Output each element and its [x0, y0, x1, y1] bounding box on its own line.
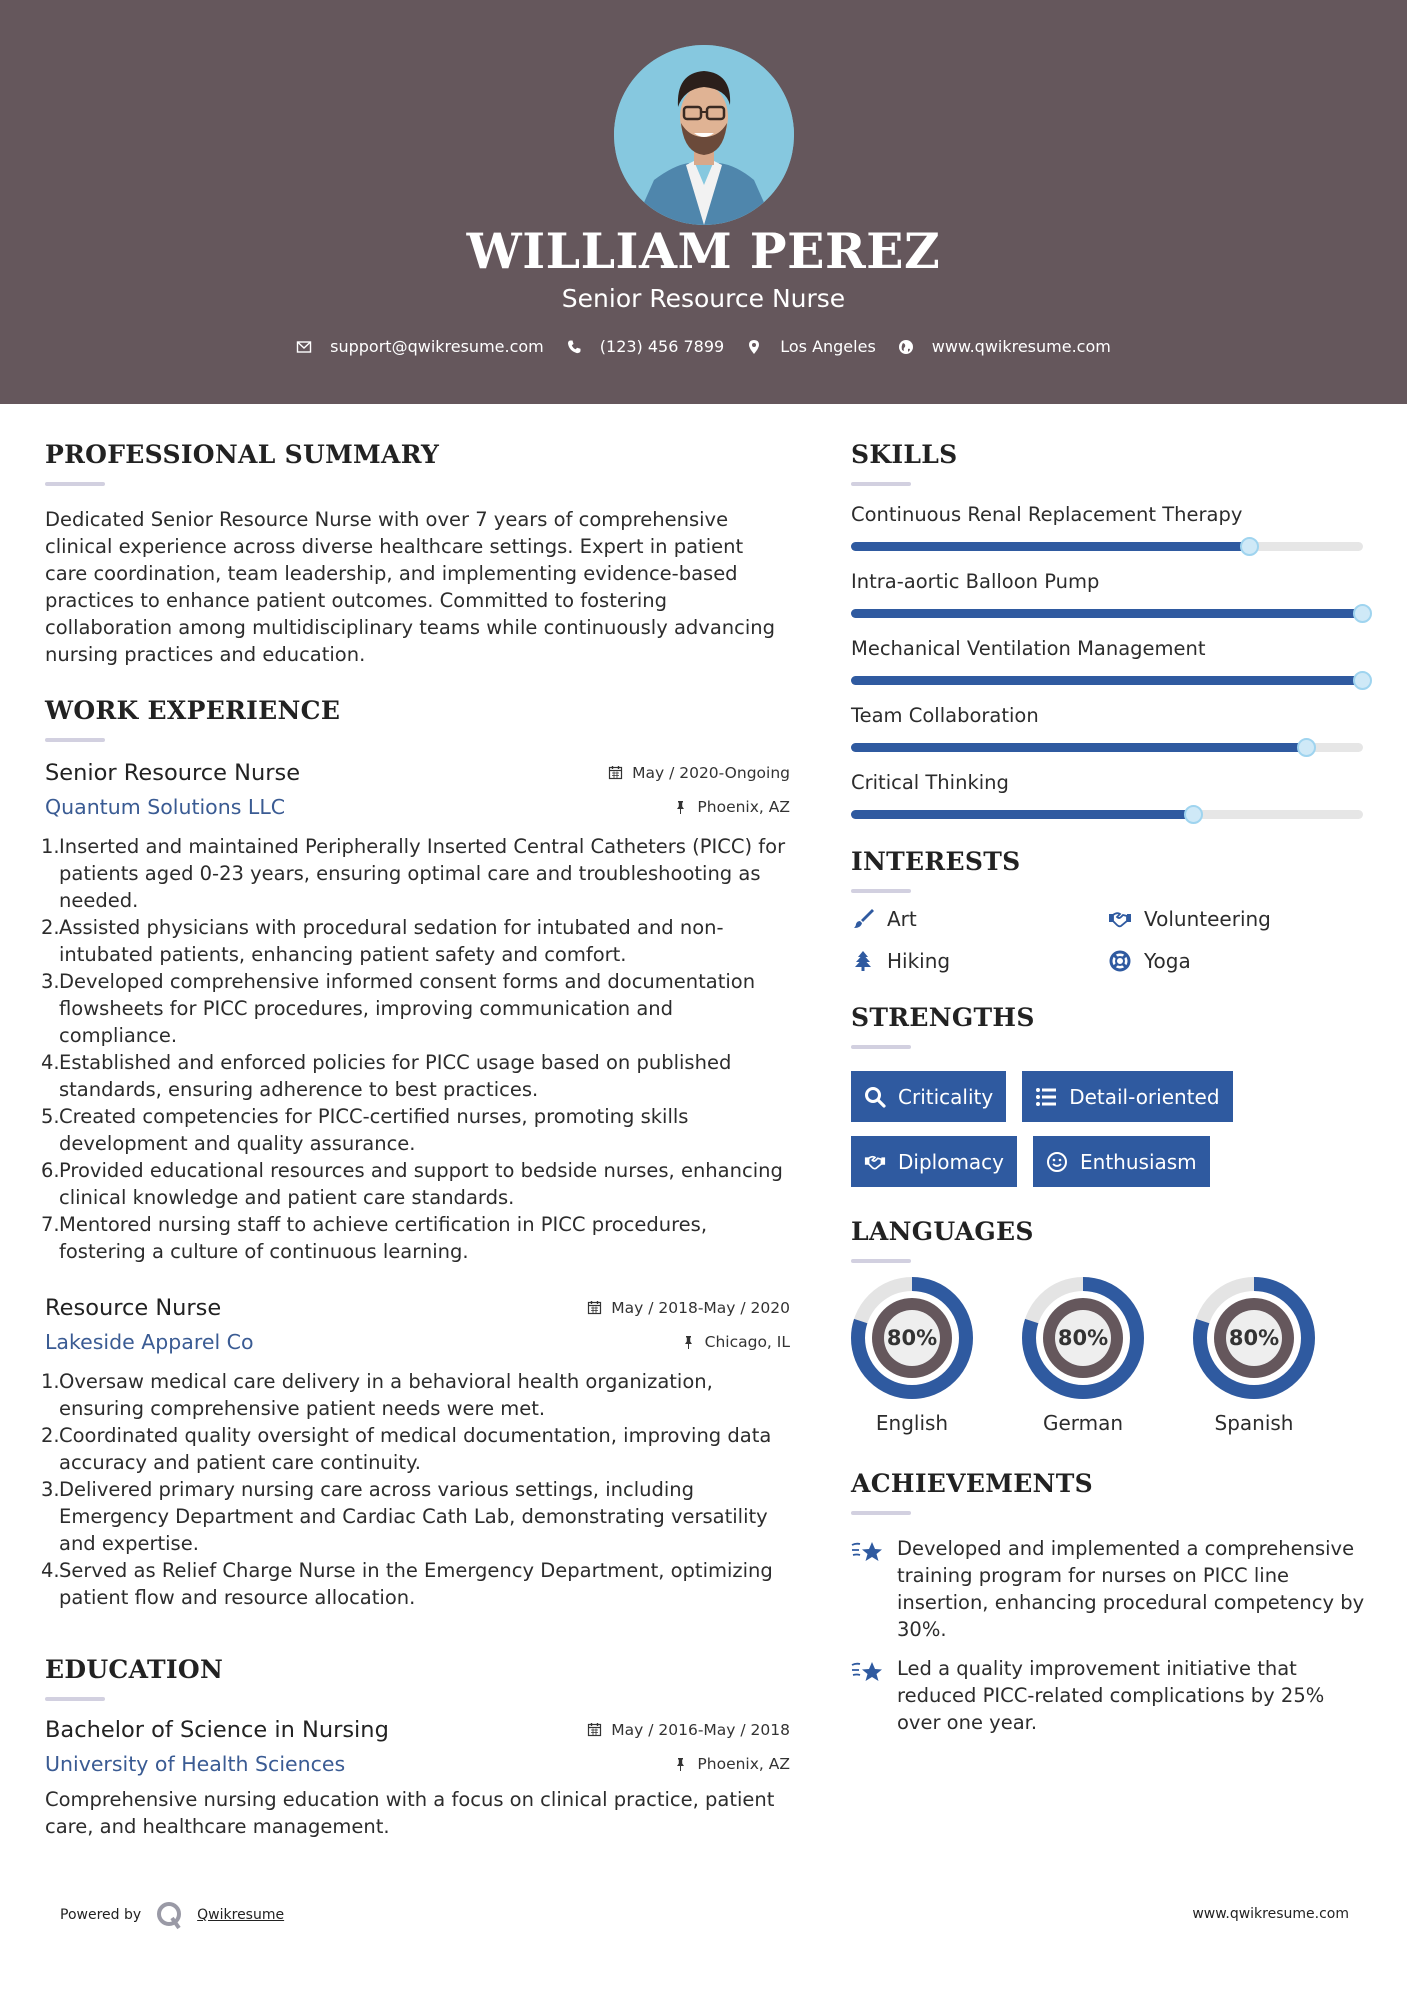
job-bullets — [41, 833, 790, 1265]
contact-website[interactable] — [898, 337, 1111, 356]
job-entry — [41, 760, 790, 1265]
skill-bar — [851, 609, 1363, 618]
language-name: German — [1042, 1411, 1124, 1435]
education-description: Comprehensive nursing education with a focus on clinical practice, patient care, and healthcare management. — [45, 1788, 775, 1838]
skill-knob — [1297, 738, 1316, 757]
skill-item — [851, 703, 1366, 752]
section-divider — [851, 1511, 911, 1515]
language-donut — [851, 1277, 973, 1399]
skill-bar — [851, 810, 1363, 819]
calendar-icon — [587, 1300, 602, 1315]
section-heading: SKILLS — [851, 440, 958, 469]
interest-item: Hiking — [851, 949, 1108, 973]
thumbtack-icon — [681, 1335, 696, 1350]
language-item — [1022, 1277, 1144, 1435]
left-column — [41, 440, 790, 1858]
skill-item — [851, 569, 1366, 618]
list-item: 2. Coordinated quality oversight of medical documentation, improving data accuracy and patient care continuity. — [41, 1424, 772, 1474]
education-entry — [45, 1717, 790, 1840]
job-title: Senior Resource Nurse — [45, 760, 301, 786]
smile-icon — [1046, 1151, 1068, 1173]
skill-knob — [1353, 604, 1372, 623]
resume-header — [0, 0, 1407, 404]
contact-email-text: support@qwikresume.com — [330, 337, 544, 356]
degree-title: Bachelor of Science in Nursing — [45, 1717, 389, 1743]
envelope-icon — [296, 339, 312, 355]
language-item — [851, 1277, 973, 1435]
language-donut — [1022, 1277, 1144, 1399]
contact-email[interactable] — [296, 337, 544, 356]
job-date: May / 2018-May / 2020 — [587, 1299, 790, 1317]
shooting-star-icon — [851, 1537, 887, 1567]
contact-phone[interactable] — [566, 337, 724, 356]
language-percent: 80% — [886, 1326, 938, 1350]
languages-section — [851, 1217, 1366, 1435]
candidate-name: WILLIAM PEREZ — [466, 222, 941, 280]
education-section — [45, 1655, 790, 1840]
summary-text: Dedicated Senior Resource Nurse with over 7 years of comprehensive clinical experience across diverse healthcare settings. Expert in patient care coordination, team leadership, and implementing evidence-based practices to enhance patient outcomes. Committed to fostering collaboration among multidisciplinary teams while continuously advancing nursing practices and education. — [45, 508, 776, 666]
strength-tag: Enthusiasm — [1033, 1136, 1210, 1187]
skill-bar — [851, 743, 1363, 752]
language-item — [1193, 1277, 1315, 1435]
strengths-section — [851, 1003, 1366, 1187]
skill-label: Mechanical Ventilation Management — [851, 637, 1206, 660]
interest-item: Art — [851, 907, 1108, 931]
skill-label: Intra-aortic Balloon Pump — [851, 570, 1100, 593]
candidate-title: Senior Resource Nurse — [561, 284, 846, 313]
job-location: Phoenix, AZ — [673, 798, 790, 816]
list-item: 4. Established and enforced policies for PICC usage based on published standards, ensuring adherence to best practices. — [41, 1051, 732, 1101]
list-item: 1. Oversaw medical care delivery in a behavioral health organization, ensuring comprehensive patient needs were met. — [41, 1370, 713, 1420]
section-divider — [45, 738, 105, 742]
contact-phone-text: (123) 456 7899 — [599, 337, 725, 356]
list-item: 4. Served as Relief Charge Nurse in the Emergency Department, optimizing patient flow and resource allocation. — [41, 1559, 773, 1609]
search-icon — [864, 1086, 886, 1108]
job-date: May / 2020-Ongoing — [608, 764, 790, 782]
skill-item — [851, 502, 1366, 551]
achievement-item — [851, 1655, 1366, 1736]
skill-item — [851, 636, 1366, 685]
summary-section — [45, 440, 790, 668]
contact-website-text: www.qwikresume.com — [931, 337, 1111, 356]
contact-bar — [0, 337, 1407, 356]
list-item: 2. Assisted physicians with procedural sedation for intubated and non-intubated patients, enhancing patient safety and comfort. — [41, 916, 724, 966]
life-ring-icon — [1108, 950, 1132, 972]
section-heading: PROFESSIONAL SUMMARY — [45, 440, 440, 469]
achievement-text: Led a quality improvement initiative that reduced PICC-related complications by 25% over one year. — [897, 1657, 1325, 1734]
profile-photo — [614, 45, 794, 225]
section-heading: STRENGTHS — [851, 1003, 1035, 1032]
section-divider — [851, 1045, 911, 1049]
qwikresume-logo-icon — [155, 1900, 185, 1930]
section-heading: EDUCATION — [45, 1655, 224, 1684]
strength-tag: Criticality — [851, 1071, 1006, 1122]
interests-section — [851, 847, 1366, 973]
handshake-icon — [864, 1151, 886, 1173]
language-percent: 80% — [1228, 1326, 1280, 1350]
section-divider — [851, 482, 911, 486]
language-name: English — [875, 1411, 949, 1435]
contact-location — [746, 337, 876, 356]
skill-knob — [1353, 671, 1372, 690]
section-divider — [851, 889, 911, 893]
skill-label: Continuous Renal Replacement Therapy — [851, 503, 1243, 526]
skill-item — [851, 770, 1366, 819]
skills-section — [851, 440, 1366, 819]
job-title: Resource Nurse — [45, 1295, 222, 1321]
list-icon — [1035, 1086, 1057, 1108]
list-item: 1. Inserted and maintained Peripherally Inserted Central Catheters (PICC) for patients aged 0-23 years, ensuring optimal care and troubleshooting as needed. — [41, 835, 786, 912]
list-item: 6. Provided educational resources and support to bedside nurses, enhancing clinical knowledge and patient care standards. — [41, 1159, 783, 1209]
contact-location-text: Los Angeles — [780, 337, 876, 356]
school-name: University of Health Sciences — [45, 1752, 346, 1776]
interest-item: Yoga — [1108, 949, 1365, 973]
skill-bar — [851, 676, 1363, 685]
language-donut — [1193, 1277, 1315, 1399]
job-entry — [41, 1295, 790, 1611]
thumbtack-icon — [673, 1757, 688, 1772]
achievements-section — [851, 1469, 1366, 1736]
list-item: 5. Created competencies for PICC-certified nurses, promoting skills development and quality assurance. — [41, 1105, 689, 1155]
right-column — [851, 440, 1366, 1748]
education-location: Phoenix, AZ — [673, 1755, 790, 1773]
footer-website[interactable]: www.qwikresume.com — [1192, 1906, 1349, 1922]
achievement-text: Developed and implemented a comprehensive training program for nurses on PICC line insertion, enhancing procedural competency by 30%. — [897, 1537, 1365, 1641]
language-percent: 80% — [1057, 1326, 1109, 1350]
tree-icon — [851, 950, 875, 972]
section-heading: ACHIEVEMENTS — [851, 1469, 1093, 1498]
company-name: Lakeside Apparel Co — [45, 1330, 254, 1354]
section-heading: LANGUAGES — [851, 1217, 1034, 1246]
thumbtack-icon — [673, 800, 688, 815]
list-item: 3. Developed comprehensive informed consent forms and documentation flowsheets for PICC procedures, improving communication and compliance. — [41, 970, 756, 1047]
section-heading: WORK EXPERIENCE — [45, 696, 341, 725]
section-divider — [45, 482, 105, 486]
calendar-icon — [608, 765, 623, 780]
handshake-icon — [1108, 908, 1132, 930]
shooting-star-icon — [851, 1657, 887, 1687]
job-bullets — [41, 1368, 790, 1611]
job-location: Chicago, IL — [681, 1333, 790, 1351]
education-date: May / 2016-May / 2018 — [587, 1721, 790, 1739]
skill-knob — [1184, 805, 1203, 824]
skill-label: Team Collaboration — [851, 704, 1039, 727]
powered-by-label: Powered by — [60, 1907, 142, 1923]
section-divider — [851, 1259, 911, 1263]
skill-label: Critical Thinking — [851, 771, 1009, 794]
globe-icon — [898, 339, 914, 355]
paintbrush-icon — [851, 908, 875, 930]
footer-powered-by — [60, 1900, 284, 1930]
interest-item: Volunteering — [1108, 907, 1365, 931]
section-divider — [45, 1697, 105, 1701]
experience-section — [41, 696, 790, 1611]
strength-tag: Diplomacy — [851, 1136, 1017, 1187]
achievement-item — [851, 1535, 1366, 1643]
company-name: Quantum Solutions LLC — [45, 795, 286, 819]
section-heading: INTERESTS — [851, 847, 1021, 876]
language-name: Spanish — [1214, 1411, 1294, 1435]
list-item: 3. Delivered primary nursing care across various settings, including Emergency Department and Cardiac Cath Lab, demonstrating versatility and expertise. — [41, 1478, 768, 1555]
strength-tag: Detail-oriented — [1022, 1071, 1232, 1122]
skill-bar — [851, 542, 1363, 551]
phone-icon — [566, 339, 582, 355]
skill-knob — [1240, 537, 1259, 556]
list-item: 7. Mentored nursing staff to achieve certification in PICC procedures, fostering a culture of continuous learning. — [41, 1213, 708, 1263]
qwikresume-link[interactable]: Qwikresume — [197, 1907, 285, 1923]
calendar-icon — [587, 1722, 602, 1737]
map-marker-icon — [746, 339, 762, 355]
